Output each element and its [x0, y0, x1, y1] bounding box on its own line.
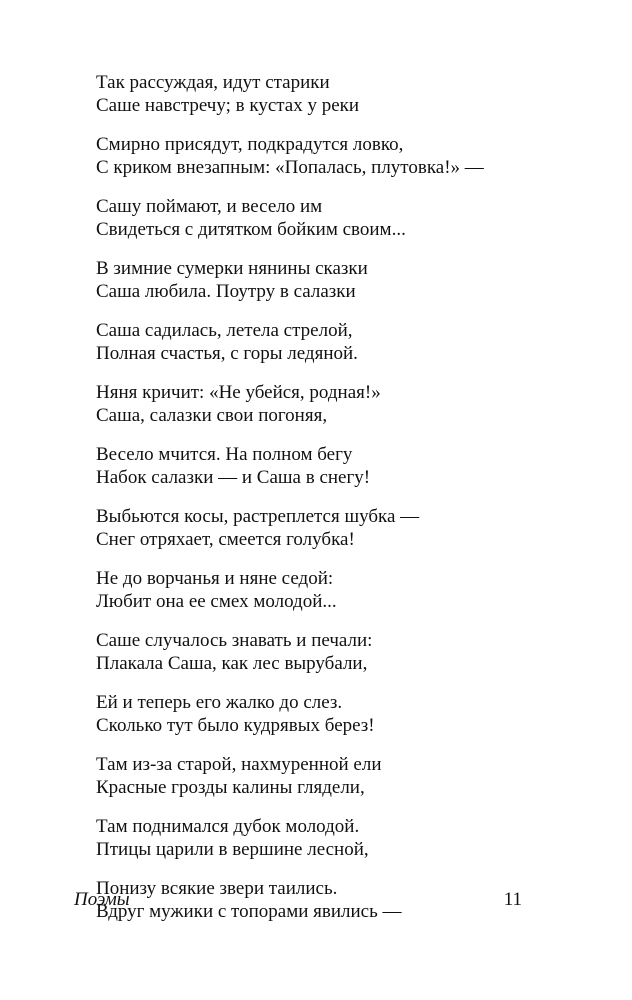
poem-line: Выбьются косы, растреплется шубка — [96, 506, 420, 527]
poem-line: Саше случалось знавать и печали: [96, 630, 373, 651]
stanza [96, 753, 536, 799]
poem-line: Не до ворчанья и няне седой: [96, 568, 334, 589]
poem-line: Плакала Саша, как лес вырубали, [96, 653, 368, 674]
stanza [96, 381, 536, 427]
stanza [96, 567, 536, 613]
stanza [96, 815, 536, 861]
poem-line: Снег отряхает, смеется голубка! [96, 529, 355, 550]
page-footer [74, 887, 522, 913]
stanza [96, 71, 536, 117]
stanza [96, 629, 536, 675]
poem-line: Саше навстречу; в кустах у реки [96, 95, 360, 116]
stanza [96, 257, 536, 303]
poem-line: Понизу всякие звери таились. [96, 878, 338, 899]
stanza [96, 319, 536, 365]
poem-line: Саша, салазки свои погоняя, [96, 405, 328, 426]
stanza [96, 505, 536, 551]
poem-line: Сколько тут было кудрявых берез! [96, 715, 375, 736]
poem-line: Смирно присядут, подкрадутся ловко, [96, 134, 404, 155]
poem-line: Саша любила. Поутру в салазки [96, 281, 356, 302]
poem-line: Вдруг мужики с топорами явились — [96, 901, 402, 922]
running-title: Поэмы [74, 889, 130, 910]
poem-line: Там из-за старой, нахмуренной ели [96, 754, 382, 775]
poem-line: Полная счастья, с горы ледяной. [96, 343, 358, 364]
stanza [96, 133, 536, 179]
poem-line: Красные грозды калины глядели, [96, 777, 365, 798]
poem-line: С криком внезапным: «Попалась, плутовка!» — [96, 157, 484, 178]
stanza [96, 195, 536, 241]
poem-line: Свидеться с дитятком бойким своим... [96, 219, 406, 240]
poem-line: Так рассуждая, идут старики [96, 72, 330, 93]
poem-line: В зимние сумерки нянины сказки [96, 258, 368, 279]
poem-line: Птицы царили в вершине лесной, [96, 839, 369, 860]
poem-line: Сашу поймают, и весело им [96, 196, 323, 217]
poem-line: Весело мчится. На полном бегу [96, 444, 353, 465]
stanza [96, 443, 536, 489]
poem-line: Саша садилась, летела стрелой, [96, 320, 353, 341]
poem-line: Любит она ее смех молодой... [96, 591, 337, 612]
poem-line: Няня кричит: «Не убейся, родная!» [96, 382, 381, 403]
poem-text [96, 71, 536, 939]
poem-line: Там поднимался дубок молодой. [96, 816, 360, 837]
stanza [96, 691, 536, 737]
page-number: 11 [503, 889, 522, 910]
poem-line: Ей и теперь его жалко до слез. [96, 692, 343, 713]
poem-line: Набок салазки — и Саша в снегу! [96, 467, 371, 488]
